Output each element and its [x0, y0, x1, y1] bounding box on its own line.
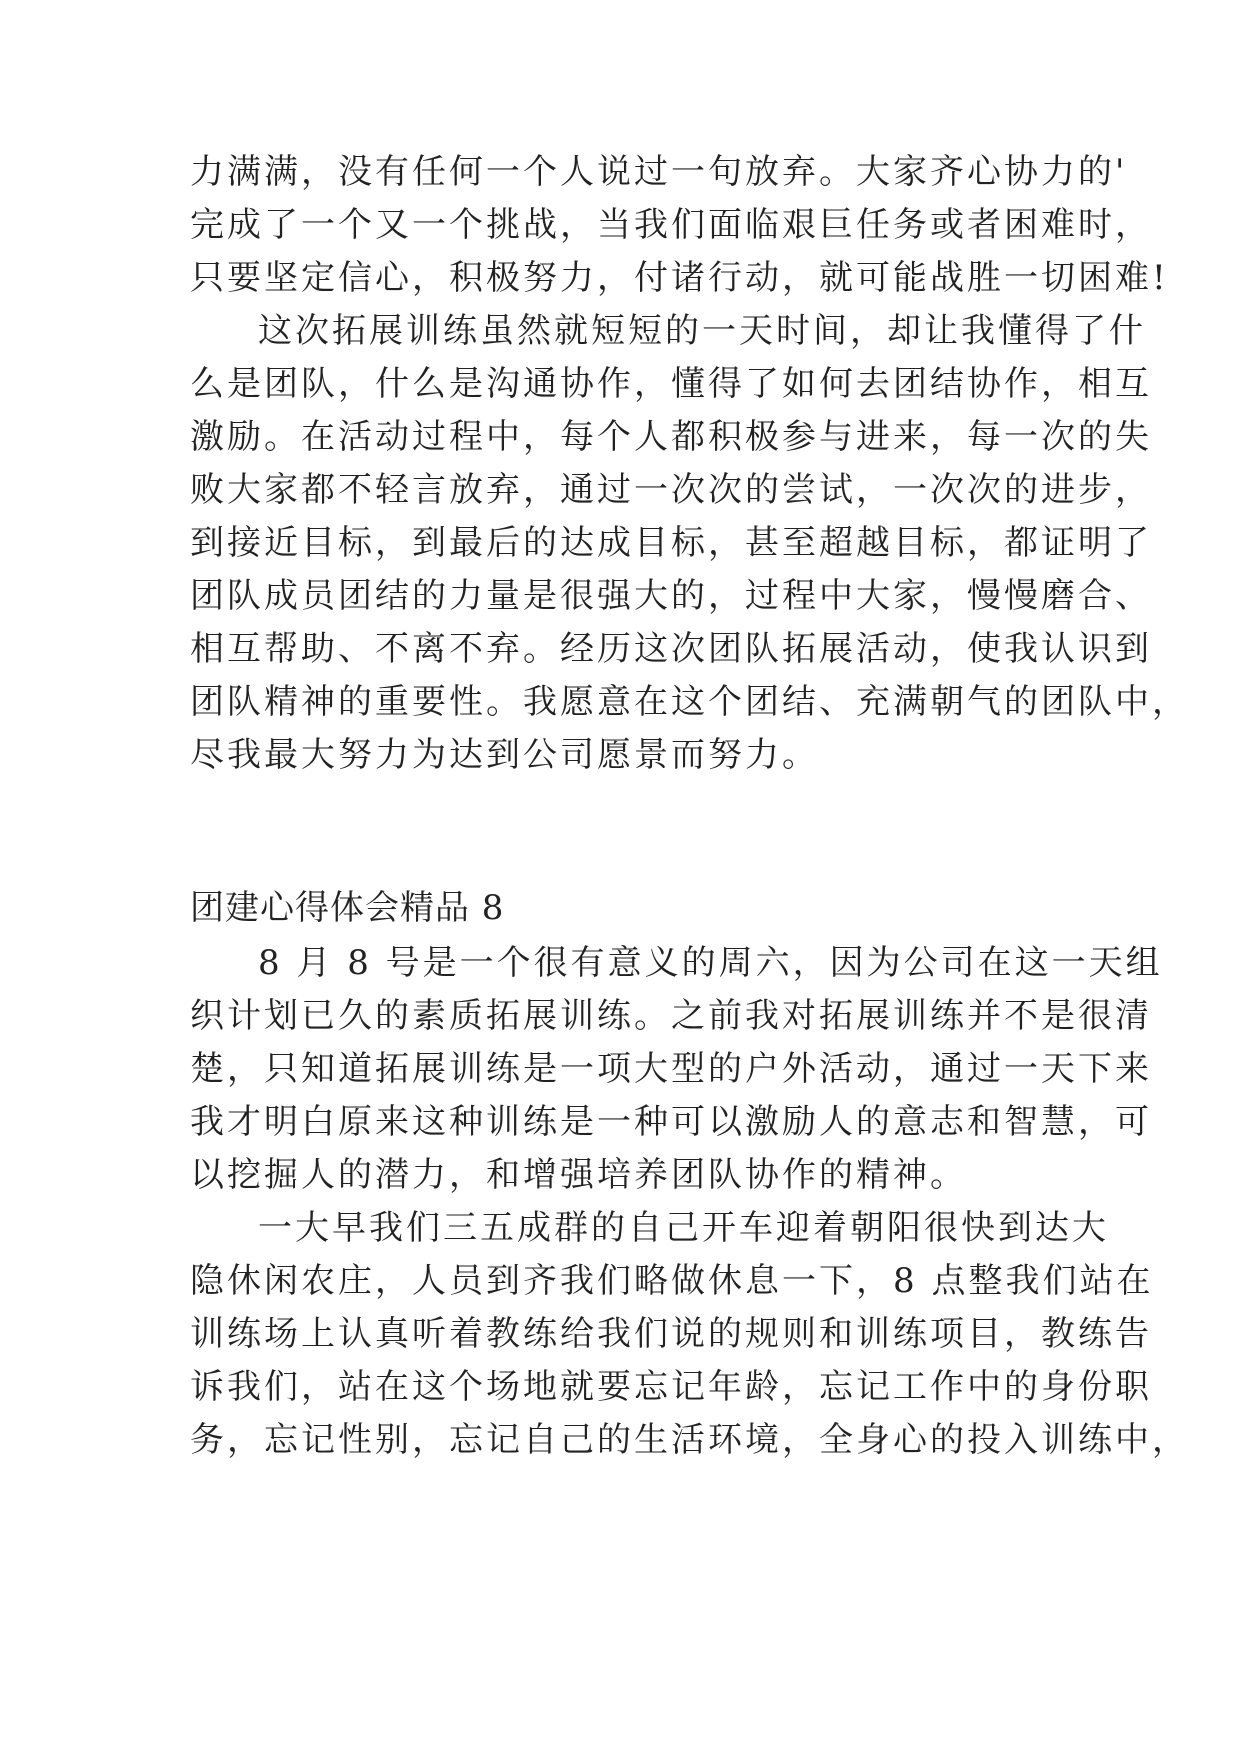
- paragraph-line: 团队成员团结的力量是很强大的，过程中大家，慢慢磨合、: [190, 576, 1152, 616]
- section-heading: 团建心得体会精品 8: [190, 888, 505, 928]
- paragraph-line: 一大早我们三五成群的自己开车迎着朝阳很快到达大: [258, 1208, 1109, 1248]
- paragraph-line: 8 月 8 号是一个很有意义的周六，因为公司在这一天组: [258, 943, 1163, 983]
- paragraph-line: 力满满，没有任何一个人说过一句放弃。大家齐心协力的': [190, 152, 1128, 192]
- paragraph-line: 织计划已久的素质拓展训练。之前我对拓展训练并不是很清: [190, 996, 1152, 1036]
- paragraph-line: 以挖掘人的潜力，和增强培养团队协作的精神。: [190, 1155, 967, 1195]
- paragraph-line: 尽我最大努力为达到公司愿景而努力。: [190, 735, 819, 775]
- paragraph-line: 败大家都不轻言放弃，通过一次次的尝试，一次次的进步，: [190, 470, 1152, 510]
- paragraph-line: 团队精神的重要性。我愿意在这个团结、充满朝气的团队中，: [190, 682, 1189, 722]
- paragraph-line: 楚，只知道拓展训练是一项大型的户外活动，通过一天下来: [190, 1049, 1152, 1089]
- paragraph-line: 到接近目标，到最后的达成目标，甚至超越目标，都证明了: [190, 523, 1152, 563]
- paragraph-line: 隐休闲农庄，人员到齐我们略做休息一下，8 点整我们站在: [190, 1261, 1154, 1301]
- paragraph-line: 诉我们，站在这个场地就要忘记年龄，忘记工作中的身份职: [190, 1367, 1152, 1407]
- paragraph-line: 激励。在活动过程中，每个人都积极参与进来，每一次的失: [190, 417, 1152, 457]
- paragraph-line: 训练场上认真听着教练给我们说的规则和训练项目，教练告: [190, 1314, 1152, 1354]
- paragraph-line: 相互帮助、不离不弃。经历这次团队拓展活动，使我认识到: [190, 629, 1152, 669]
- paragraph-line: 完成了一个又一个挑战，当我们面临艰巨任务或者困难时，: [190, 205, 1152, 245]
- paragraph-line: 务，忘记性别，忘记自己的生活环境，全身心的投入训练中，: [190, 1420, 1189, 1460]
- paragraph-line: 我才明白原来这种训练是一种可以激励人的意志和智慧，可: [190, 1102, 1152, 1142]
- paragraph-line: 么是团队，什么是沟通协作，懂得了如何去团结协作，相互: [190, 364, 1152, 404]
- paragraph-line: 只要坚定信心，积极努力，付诸行动，就可能战胜一切困难!: [190, 258, 1169, 298]
- paragraph-line: 这次拓展训练虽然就短短的一天时间，却让我懂得了什: [258, 311, 1146, 351]
